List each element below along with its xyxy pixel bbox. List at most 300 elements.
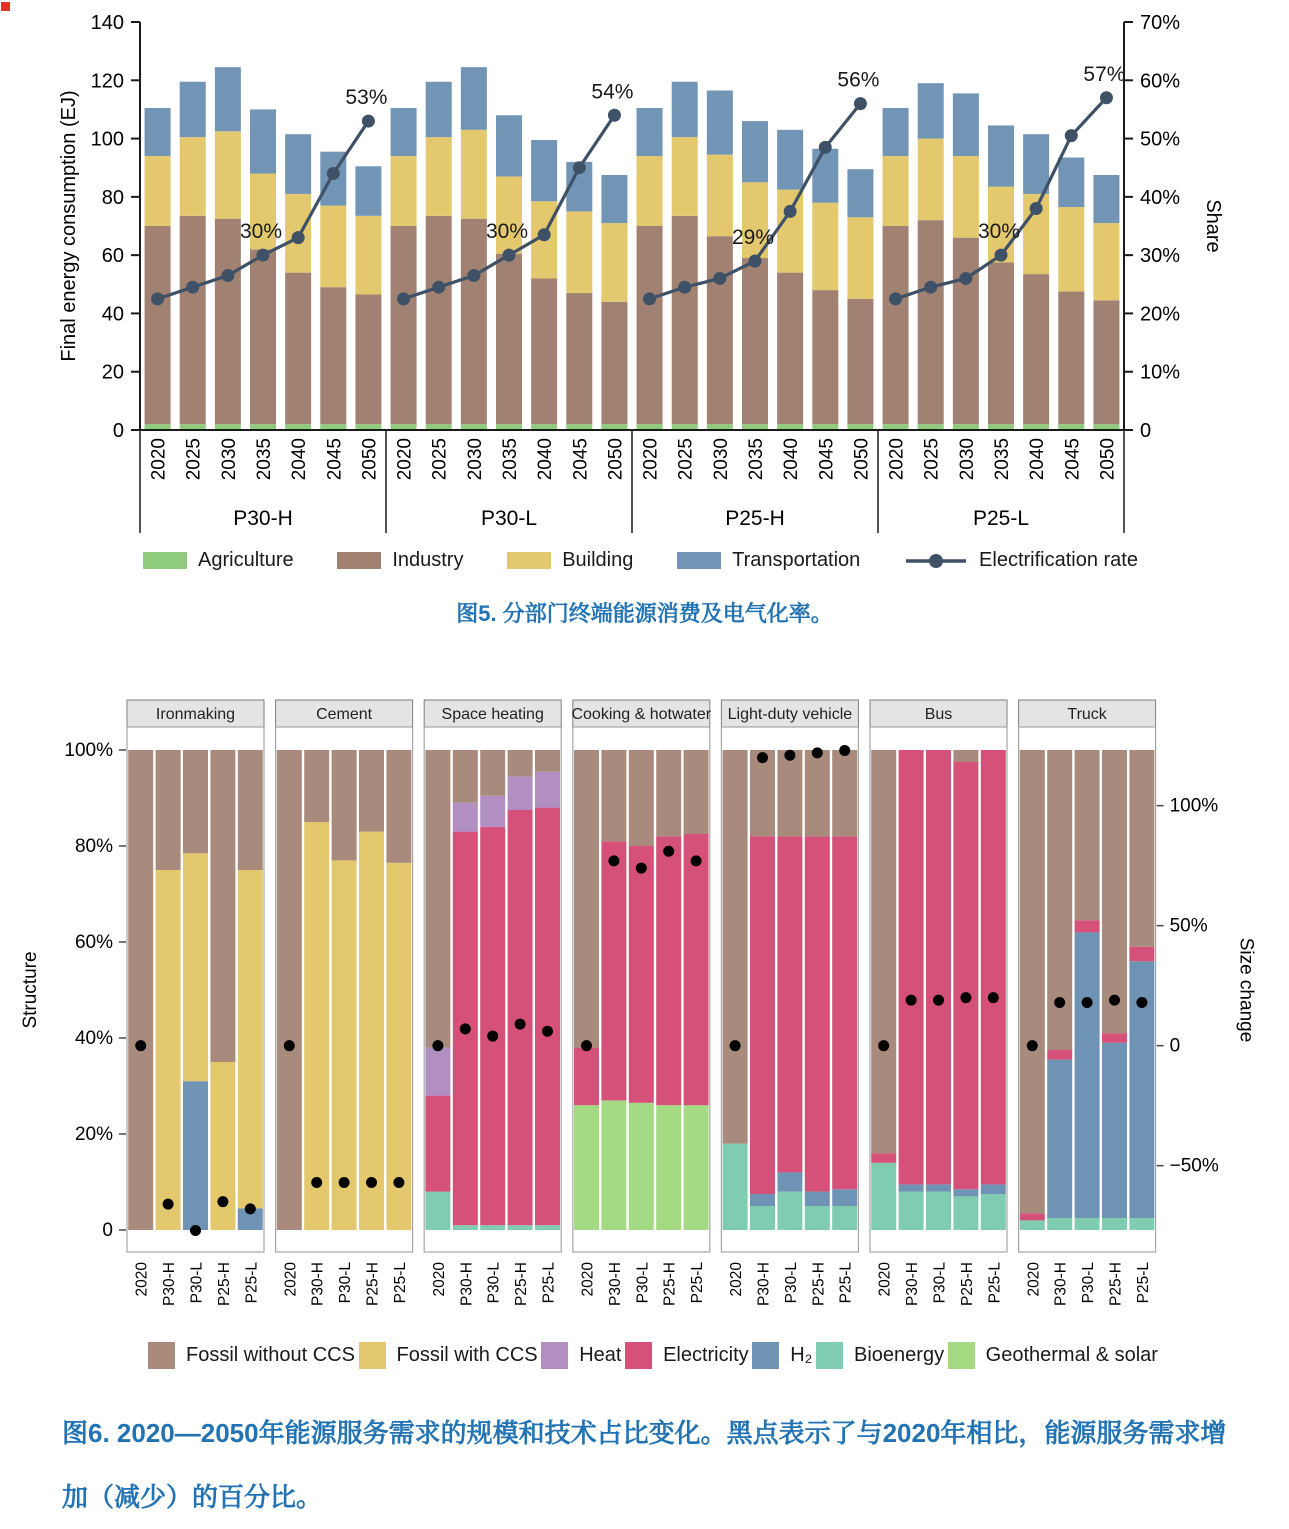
fig5-year-label: 2040 [1027,438,1049,481]
fig6-bar-segment-electricity [1102,1033,1127,1043]
legend-label: Transportation [732,549,861,571]
fig5-year-label: 2025 [675,438,697,481]
fig6-bar-segment-fossil_without_ccs [805,750,830,836]
fig6-legend-item-heat [541,1342,621,1369]
fig6-bar-segment-fossil_without_ccs [601,750,626,841]
figure6-legend [148,1342,1158,1369]
fig5-bar-segment-transportation [953,93,979,156]
fig6-bar-label: P25-L [986,1262,1004,1304]
fig6-bar-label: P30-H [458,1262,476,1306]
fig5-bar-segment-building [391,156,417,226]
fig6-bar-segment-electricity [656,836,681,1105]
legend-label: Heat [579,1344,622,1366]
fig6-left-tick-label: 60% [74,932,113,953]
fig6-bar-segment-bioenergy [453,1225,478,1230]
fig6-bar-label: 2020 [430,1262,448,1297]
agriculture-swatch [143,552,187,569]
fig6-right-tick-label: −50% [1169,1155,1219,1177]
fig6-bar-segment-electricity [1075,920,1100,932]
fig5-right-tick-label: 0 [1140,420,1152,442]
fig6-bar-segment-electricity [805,836,830,1191]
fig5-right-tick-label: 40% [1140,186,1181,209]
electrification-rate-label: 30% [977,220,1021,244]
fig5-bar-segment-industry [1093,300,1119,424]
fig5-bar-segment-transportation [988,125,1014,186]
fig6-bar-segment-h2 [832,1189,857,1206]
fig6-bar-segment-electricity [684,834,709,1105]
fig5-year-label: 2050 [359,438,381,481]
electrification-rate-point [1030,202,1043,215]
fig6-bar-segment-h2 [899,1184,924,1191]
electrification-rate-point [1065,129,1078,142]
fig5-bar-segment-industry [988,262,1014,424]
fig5-bar-segment-industry [145,226,171,424]
fig6-bar-label: P25-H [513,1262,531,1306]
electrification-rate-point [292,231,305,244]
fig5-right-tick-label: 50% [1140,128,1181,151]
fig5-bar-segment-building [426,137,452,216]
fig5-bar-segment-transportation [918,83,944,138]
size-change-dot [339,1177,350,1188]
fig5-year-label: 2050 [605,438,627,481]
size-change-dot [730,1040,741,1051]
fig6-bar-segment-fossil_without_ccs [535,750,560,772]
electrification-rate-label: 30% [485,220,529,244]
fig6-bar-segment-bioenergy [1102,1218,1127,1230]
fig5-bar-segment-industry [180,216,206,424]
size-change-dot [366,1177,377,1188]
fig6-bar-segment-bioenergy [508,1225,533,1230]
fig6-bar-label: P25-L [540,1262,558,1304]
size-change-dot [217,1196,228,1207]
fig5-bar-segment-industry [566,293,592,424]
fig6-bar-segment-h2 [926,1184,951,1191]
electrification-rate-point [643,292,656,305]
fig6-panel-title: Ironmaking [155,706,236,723]
fig5-bar-segment-transportation [215,67,241,131]
fig6-bar-segment-fossil_without_ccs [386,750,411,863]
fig6-bar-segment-h2 [183,1081,208,1230]
electricity-swatch [625,1342,652,1369]
fig5-bar-segment-transportation [847,169,873,217]
fig5-bar-segment-transportation [1058,158,1084,208]
size-change-dot [1136,997,1147,1008]
fig5-left-tick-label: 100 [90,128,124,151]
fig5-bar-segment-transportation [461,67,487,130]
size-change-dot [960,992,971,1003]
fig6-bar-segment-heat [453,803,478,832]
electrification-rate-point [713,272,726,285]
fig6-bar-segment-geothermal_solar [601,1100,626,1230]
fig6-right-axis-title: Size change [1235,937,1257,1043]
fig5-panel-label: P25-H [725,507,785,530]
fig6-bar-segment-electricity [425,1096,450,1192]
fig5-bar-segment-building [601,223,627,302]
fig6-bar-label: 2020 [876,1262,894,1297]
fig6-bar-label: P30-H [1052,1262,1070,1306]
bioenergy-swatch [816,1342,843,1369]
fig5-bar-segment-industry [250,249,276,424]
fig6-bar-segment-electricity [480,827,505,1225]
fig6-legend-item-h2 [752,1342,812,1369]
fig5-year-label: 2030 [956,438,978,481]
size-change-dot [784,750,795,761]
fig6-bar-segment-electricity [899,750,924,1184]
legend-label: Geothermal & solar [985,1344,1158,1366]
fig6-bar-segment-bioenergy [480,1225,505,1230]
fig6-legend-item-fossil_without_ccs [148,1342,355,1369]
fig6-bar-segment-bioenergy [926,1192,951,1230]
fig6-bar-segment-h2 [1075,932,1100,1218]
fig6-bar-segment-bioenergy [981,1194,1006,1230]
fig6-bar-segment-electricity [508,810,533,1225]
fig5-year-label: 2050 [1097,438,1119,481]
fig5-year-label: 2040 [535,438,557,481]
legend-label: Building [562,549,634,571]
fig5-bar-segment-industry [883,226,909,424]
fig5-year-label: 2025 [921,438,943,481]
fig6-bar-label: P30-L [337,1262,355,1304]
figure5-energy-consumption-chart [0,0,1289,545]
fig5-bar-segment-transportation [355,166,381,216]
fig6-bar-label: P30-L [485,1262,503,1304]
size-change-dot [487,1031,498,1042]
fig6-bar-segment-h2 [805,1192,830,1206]
electrification-rate-label: 53% [345,86,388,110]
fig5-panel-label: P25-L [972,507,1030,530]
size-change-dot [757,752,768,763]
fig6-bar-segment-fossil_with_ccs [359,832,384,1230]
fig6-bar-label: P30-L [782,1262,800,1304]
fig6-bar-segment-h2 [953,1189,978,1196]
fig5-bar-segment-building [777,190,803,273]
legend-label: Fossil with CCS [396,1344,538,1366]
fig6-panel-title: Cement [316,706,373,723]
electrification-rate-point [678,281,691,294]
electrification-rate-point [503,249,516,262]
fig5-bar-segment-industry [285,273,311,425]
fig6-bar-label: P30-H [755,1262,773,1306]
fig6-bar-segment-fossil_without_ccs [156,750,181,870]
fig6-bar-label: P30-H [606,1262,624,1306]
fig6-bar-segment-fossil_without_ccs [359,750,384,832]
fig6-bar-label: 2020 [728,1262,746,1297]
fig5-bar-segment-transportation [496,115,522,176]
electrification-rate-point [221,269,234,282]
figure5-legend [143,549,1138,572]
fig5-bar-segment-industry [426,216,452,424]
electrification-rate-point [959,272,972,285]
size-change-dot [1027,1040,1038,1051]
size-change-dot [542,1026,553,1037]
size-change-dot [432,1040,443,1051]
size-change-dot [663,846,674,857]
size-change-dot [988,992,999,1003]
electrification-rate-point [854,97,867,110]
electrification-rate-point [257,249,270,262]
fig6-bar-label: P25-H [661,1262,679,1306]
size-change-dot [1082,997,1093,1008]
building-swatch [507,552,551,569]
fig5-bar-segment-building [707,155,733,237]
fig5-year-label: 2030 [218,438,240,481]
fig6-bar-segment-electricity [777,836,802,1172]
fig5-bar-segment-industry [707,236,733,424]
size-change-dot [878,1040,889,1051]
fig6-bar-label: P30-L [634,1262,652,1304]
geothermal_solar-swatch [948,1342,975,1369]
fig5-bar-segment-industry [742,258,768,424]
fig5-legend-item-industry [337,549,463,572]
electrification-rate-point [397,292,410,305]
fig6-bar-segment-electricity [953,762,978,1189]
fig5-bar-segment-building [215,131,241,218]
fig5-year-label: 2045 [324,438,346,481]
fig5-year-label: 2025 [183,438,205,481]
fig5-year-label: 2040 [781,438,803,481]
fig6-bar-segment-fossil_without_ccs [832,750,857,836]
fig6-bar-segment-fossil_without_ccs [277,750,302,1230]
fig5-bar-segment-transportation [812,149,838,203]
fig6-bar-label: P25-H [810,1262,828,1306]
fig6-bar-segment-electricity [1047,1050,1072,1060]
fig5-year-label: 2035 [254,438,275,481]
fig5-legend-item-line [904,549,1138,572]
fig5-year-label: 2035 [500,438,521,481]
electrification-rate-point [995,249,1008,262]
fig6-bar-segment-fossil_with_ccs [332,860,357,1230]
fig6-bar-segment-fossil_without_ccs [656,750,681,836]
fig6-panel-title: Space heating [441,706,544,723]
fig5-bar-segment-transportation [145,108,171,156]
fig5-year-label: 2050 [851,438,873,481]
size-change-dot [691,855,702,866]
fig6-bar-segment-bioenergy [723,1144,748,1230]
fig5-bar-segment-building [918,139,944,221]
fig6-bar-segment-electricity [629,846,654,1103]
fig5-bar-segment-building [812,203,838,290]
fig5-bar-segment-transportation [742,121,768,182]
fig6-bar-label: P30-H [904,1262,922,1306]
fig5-bar-segment-building [847,217,873,299]
fig5-bar-segment-transportation [777,130,803,190]
fig6-bar-label: P25-L [689,1262,707,1304]
fig5-bar-segment-industry [531,278,557,424]
fig5-year-label: 2035 [992,438,1013,481]
fig6-bar-segment-electricity [981,750,1006,1184]
fig5-bar-segment-industry [812,290,838,424]
size-change-dot [1109,995,1120,1006]
fig6-bar-segment-h2 [750,1194,775,1206]
fig6-bar-segment-bioenergy [1129,1218,1154,1230]
fig5-bar-segment-industry [918,220,944,424]
fig5-right-tick-label: 30% [1140,245,1181,268]
fig6-left-tick-label: 100% [64,740,113,761]
fig6-bar-segment-fossil_without_ccs [128,750,153,1230]
fig6-bar-segment-electricity [574,1048,599,1106]
fig6-bar-segment-electricity [871,1153,896,1163]
fig5-year-label: 2020 [394,438,416,481]
fig5-bar-segment-transportation [285,134,311,194]
fig6-bar-segment-fossil_without_ccs [1129,750,1154,947]
electrification-rate-point [784,205,797,218]
fig6-bar-segment-fossil_without_ccs [953,750,978,762]
fig5-bar-segment-industry [1058,292,1084,425]
electrification-rate-point [362,115,375,128]
fossil_without_ccs-swatch [148,1342,175,1369]
fig6-bar-segment-bioenergy [832,1206,857,1230]
figure6-structure-size-change-chart [0,690,1289,1338]
size-change-dot [812,747,823,758]
fig5-legend-item-agriculture [143,549,294,572]
fig6-left-tick-label: 0 [102,1220,113,1241]
fig5-left-tick-label: 0 [112,420,124,442]
fig6-bar-segment-geothermal_solar [684,1105,709,1230]
fig5-bar-segment-industry [637,226,663,424]
fig6-bar-segment-heat [535,772,560,808]
fig6-bar-label: P25-H [364,1262,382,1306]
fig6-bar-segment-geothermal_solar [656,1105,681,1230]
fig6-bar-segment-bioenergy [1020,1220,1045,1230]
fig6-bar-segment-fossil_without_ccs [1075,750,1100,920]
electrification-rate-point [573,161,586,174]
fig6-left-axis-title: Structure [20,951,41,1029]
fig5-bar-segment-building [180,137,206,216]
fig6-bar-segment-h2 [981,1184,1006,1194]
fig5-bar-segment-industry [777,273,803,425]
fig6-right-tick-label: 50% [1169,915,1208,937]
fig5-bar-segment-industry [672,216,698,424]
electrification-rate-point [151,292,164,305]
fig6-bar-segment-fossil_without_ccs [871,750,896,1153]
size-change-dot [163,1199,174,1210]
size-change-dot [311,1177,322,1188]
fig5-legend-item-transportation [677,549,860,572]
legend-label: Electricity [663,1344,749,1366]
fig5-bar-segment-industry [461,219,487,424]
heat-swatch [541,1342,568,1369]
fig6-bar-segment-bioenergy [1075,1218,1100,1230]
fig5-left-tick-label: 140 [90,12,124,34]
fig5-bar-segment-building [1093,223,1119,300]
legend-label: H₂ [790,1344,813,1366]
fig6-bar-label: P30-L [1080,1262,1098,1304]
fig5-bar-segment-industry [355,294,381,424]
fig5-bar-segment-industry [847,299,873,424]
fig5-bar-segment-building [566,211,592,293]
fig6-bar-segment-fossil_without_ccs [777,750,802,836]
fig6-bar-segment-fossil_without_ccs [723,750,748,1144]
fig5-year-label: 2020 [640,438,662,481]
fig6-bar-segment-bioenergy [1047,1218,1072,1230]
fig5-bar-segment-building [637,156,663,226]
fig5-bar-segment-transportation [707,90,733,154]
fig5-year-label: 2025 [429,438,451,481]
fig6-bar-label: P25-L [837,1262,855,1304]
fig5-left-tick-label: 60 [101,245,124,268]
fig6-bar-segment-bioenergy [750,1206,775,1230]
fig6-bar-segment-bioenergy [535,1225,560,1230]
fig6-legend-item-fossil_with_ccs [359,1342,538,1369]
fig6-bar-segment-fossil_without_ccs [508,750,533,776]
fig6-bar-segment-fossil_without_ccs [574,750,599,1048]
legend-label: Industry [392,549,464,571]
size-change-dot [933,995,944,1006]
size-change-dot [839,745,850,756]
fig5-year-label: 2020 [148,438,170,481]
electrification-rate-label: 29% [731,225,775,249]
fig6-bar-segment-geothermal_solar [629,1103,654,1230]
legend-label: Agriculture [198,549,294,571]
fig6-bar-segment-electricity [1129,947,1154,961]
fig6-bar-segment-fossil_with_ccs [304,822,329,1230]
fig6-legend-item-electricity [625,1342,749,1369]
fig6-bar-label: P30-L [931,1262,949,1304]
fig6-bar-label: P30-H [161,1262,179,1306]
fig5-year-label: 2030 [464,438,486,481]
fig5-bar-segment-building [461,130,487,219]
size-change-dot [906,995,917,1006]
fig5-bar-segment-building [320,206,346,288]
fig5-left-tick-label: 120 [90,70,124,93]
fig6-left-tick-label: 80% [74,836,113,857]
size-change-dot [393,1177,404,1188]
fig6-bar-label: P25-L [391,1262,409,1304]
fig6-panel-title: Bus [924,706,953,723]
fig6-bar-segment-electricity [832,836,857,1189]
fig6-bar-segment-fossil_without_ccs [480,750,505,796]
fig6-left-tick-label: 20% [74,1124,113,1145]
fig5-bar-segment-building [883,156,909,226]
fig5-bar-segment-building [953,156,979,238]
fig6-panel-title: Light-duty vehicle [727,706,853,723]
legend-label: Bioenergy [854,1344,945,1366]
fig6-bar-segment-electricity [926,750,951,1184]
fig6-bar-label: P30-H [309,1262,327,1306]
size-change-dot [284,1040,295,1051]
fig5-bar-segment-transportation [1023,134,1049,194]
fig6-bar-label: P25-H [215,1262,233,1306]
fig6-bar-segment-bioenergy [953,1196,978,1230]
fig5-year-label: 2045 [816,438,838,481]
fig6-bar-segment-electricity [535,808,560,1226]
fig6-legend-item-geothermal_solar [948,1342,1158,1369]
size-change-dot [581,1040,592,1051]
electrification-rate-point [538,228,551,241]
figure6-caption: 图6. 2020—2050年能源服务需求的规模和技术占比变化。黑点表示了与2020年相比，能源服务需求增加（减少）的百分比。 [62,1418,1227,1512]
fig6-bar-label: 2020 [1025,1262,1043,1297]
fig6-bar-segment-fossil_without_ccs [453,750,478,803]
fig5-year-label: 2040 [289,438,311,481]
fig5-right-axis-title: Share [1202,199,1224,253]
fig6-bar-segment-fossil_with_ccs [386,863,411,1230]
fig5-panel-label: P30-H [233,507,293,530]
fig6-bar-label: 2020 [579,1262,597,1297]
fig6-bar-segment-fossil_without_ccs [304,750,329,822]
fig5-left-tick-label: 80 [101,186,124,209]
fig5-bar-segment-transportation [601,175,627,223]
fig6-bar-segment-electricity [601,841,626,1100]
fig5-bar-segment-industry [215,219,241,424]
fig6-bar-segment-fossil_without_ccs [332,750,357,860]
legend-line-dot [929,554,943,568]
fig6-legend-item-bioenergy [816,1342,944,1369]
fig5-bar-segment-transportation [426,82,452,137]
figure5-caption: 图5. 分部门终端能源消费及电气化率。 [456,601,833,626]
fig5-bar-segment-industry [320,287,346,424]
fig6-bar-label: 2020 [282,1262,300,1297]
fig6-bar-segment-fossil_with_ccs [156,870,181,1230]
